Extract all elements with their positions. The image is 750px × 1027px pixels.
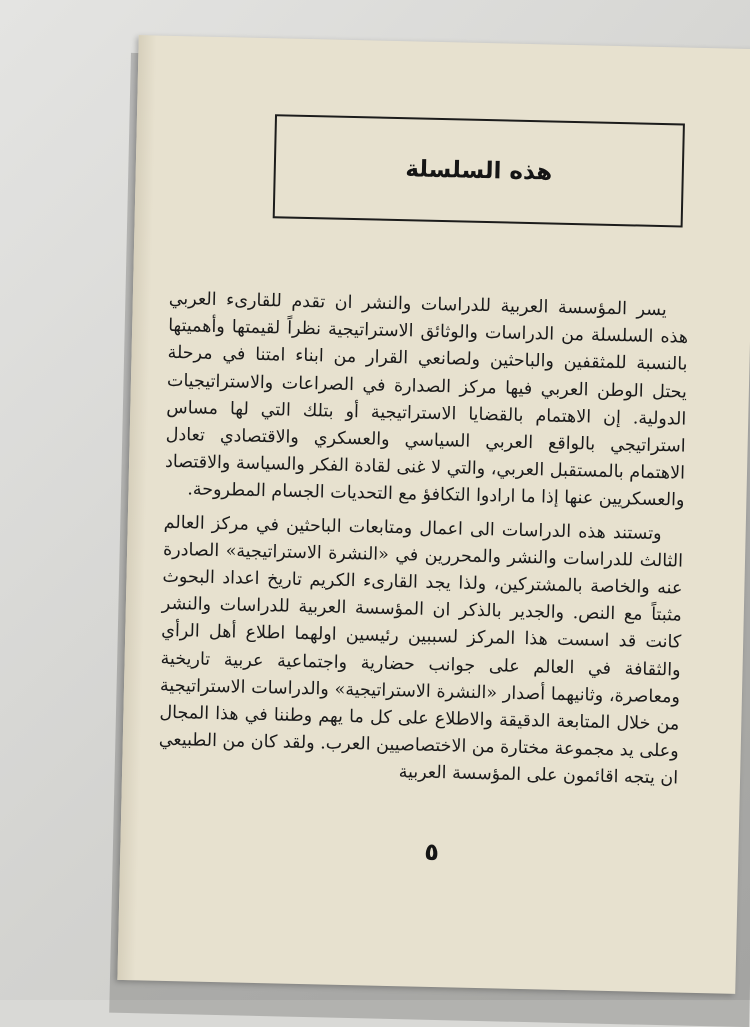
page-number: ٥ — [424, 837, 440, 867]
book-page — [117, 35, 750, 994]
paragraph-1: يسر المؤسسة العربية للدراسات والنشر ان تقدم للقارىء العربي هذه السلسلة من الدراسات والوثائق الاستراتيجية نظراً لقيمتها وأهميتها بالنسبة للمثقفين والباحثين ولصانعي القرار من ابناء امتنا في مرحلة يحتل الوطن العربي فيها مركز الصدارة في الصراعات والاستراتيجيات الدولية. إن الاهتمام بالقضايا الاستراتيجية أو بتلك التي لها مساس استراتيجي بالواقع العربي السياسي والعسكري والاقتصادي تعادل الاهتمام بالمستقبل العربي، والتي لا غنى لقادة الفكر والسياسة والاقتصاد والعسكريين عنها إذا ما ارادوا التكافؤ مع التحديات الجسام المطروحة. — [164, 288, 689, 512]
page-title: هذه السلسلة — [405, 156, 553, 186]
paragraph-2: وتستند هذه الدراسات الى اعمال ومتابعات الباحثين في مركز العالم الثالث للدراسات والنشر والمحررين في «النشرة الاستراتيجية» الصادرة عنه والخاصة بالمشتركين، ولذا يجد القارىء الكريم تاريخ اعداد البحوث مثبتاً مع النص. والجدير بالذكر ان المؤسسة العربية للدراسات والنشر كانت قد اسست هذا المركز لسببين رئيسين اولهما اطلاع أهل الرأي والثقافة في العالم على جوانب حضارية واجتماعية عربية تاريخية ومعاصرة، وثانيهما أصدار «النشرة الاستراتيجية» والدراسات الاستراتيجية من خلال المتابعة الدقيقة والاطلاع على كل ما يهم وطننا في هذا المجال وعلى يد مجموعة مختارة من الاختصاصيين العرب. ولقد كان من الطبيعي ان يتجه اقائمون على المؤسسة العربية — [158, 512, 684, 789]
title-box — [273, 114, 685, 227]
body-text — [158, 286, 689, 799]
